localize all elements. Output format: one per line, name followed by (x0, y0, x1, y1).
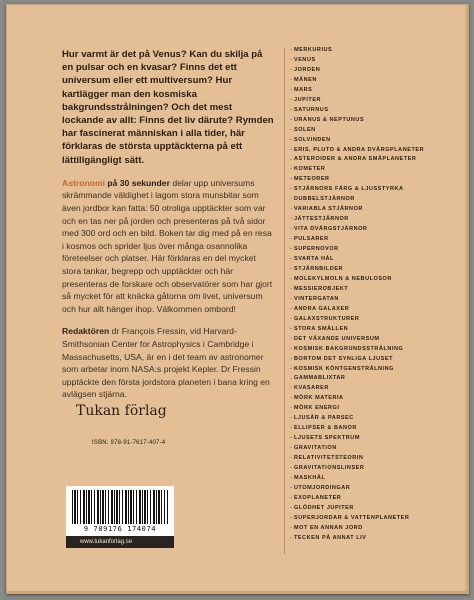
contents-item (286, 265, 424, 275)
contents-item-label: SATURNUS (294, 106, 329, 113)
contents-tick (290, 537, 292, 538)
cover-edge (465, 4, 469, 594)
contents-item-label: KOSMISK BAKGRUNDSSTRÅLNING (294, 345, 404, 352)
contents-item (286, 514, 424, 524)
contents-item-label: MESSIEROBJEKT (294, 285, 349, 292)
contents-item-label: ASTEROIDER & ANDRA SMÅPLANETER (294, 156, 417, 163)
contents-item-label: EXOPLANETER (294, 494, 342, 501)
contents-tick (290, 487, 292, 488)
contents-tick (290, 368, 292, 369)
contents-tick (290, 188, 292, 189)
contents-item-label: GRAVITATION (294, 445, 337, 452)
contents-tick (290, 79, 292, 80)
contents-item (286, 275, 424, 285)
contents-item (286, 46, 424, 56)
contents-item-label: SOLEN (294, 126, 316, 133)
contents-item (286, 245, 424, 255)
isbn-label: ISBN: 978-91-7617-407-4 (92, 440, 166, 446)
contents-item-label: MARS (294, 86, 313, 93)
contents-item-label: VENUS (294, 56, 316, 63)
contents-tick (290, 497, 292, 498)
contents-tick (290, 59, 292, 60)
contents-tick (290, 99, 292, 100)
contents-item (286, 374, 424, 384)
contents-tick (290, 238, 292, 239)
contents-tick (290, 447, 292, 448)
contents-item (286, 126, 424, 136)
contents-tick (290, 527, 292, 528)
contents-tick (290, 318, 292, 319)
contents-item-label: MÖRK MATERIA (294, 395, 344, 402)
editor-paragraph (62, 325, 274, 401)
contents-item-label: LJUSÅR & PARSEC (294, 415, 354, 422)
contents-item (286, 305, 424, 315)
contents-item (286, 295, 424, 305)
contents-tick (290, 467, 292, 468)
contents-item (286, 235, 424, 245)
contents-tick (290, 168, 292, 169)
contents-item (286, 504, 424, 514)
contents-item (286, 434, 424, 444)
contents-item (286, 464, 424, 474)
contents-tick (290, 298, 292, 299)
contents-tick (290, 338, 292, 339)
series-brand-suffix: på 30 sekunder (107, 177, 170, 188)
contents-item-label: MÅNEN (294, 76, 317, 83)
contents-item-label: RELATIVITETSTEORIN (294, 455, 364, 462)
barcode (66, 486, 174, 536)
contents-item (286, 116, 424, 126)
contents-item-label: GRAVITATIONSLINSER (294, 465, 365, 472)
website-strip: www.tukanforlag.se (66, 536, 174, 548)
contents-tick (290, 178, 292, 179)
book-back-cover (6, 4, 469, 594)
contents-item-label: KVASARER (294, 385, 329, 392)
blurb-column (62, 48, 274, 411)
contents-item (286, 195, 424, 205)
contents-item (286, 255, 424, 265)
contents-item-label: UTOMJORDINGAR (294, 484, 351, 491)
contents-item-label: METEORER (294, 176, 330, 183)
contents-item-label: TECKEN PÅ ANNAT LIV (294, 534, 367, 541)
contents-item (286, 534, 424, 544)
contents-item-label: DUBBELSTJÄRNOR (294, 196, 355, 203)
contents-item-label: VARIABLA STJÄRNOR (294, 206, 363, 213)
contents-tick (290, 149, 292, 150)
contents-tick (290, 358, 292, 359)
contents-item-label: MOT EN ANNAN JORD (294, 524, 363, 531)
contents-item (286, 474, 424, 484)
contents-item (286, 404, 424, 414)
contents-item-label: VINTERGATAN (294, 295, 339, 302)
contents-item-label: PULSARER (294, 236, 329, 243)
contents-item-label: URANUS & NEPTUNUS (294, 116, 365, 123)
contents-tick (290, 517, 292, 518)
barcode-number: 9 789176 174074 (83, 525, 157, 533)
contents-item (286, 325, 424, 335)
contents-item (286, 76, 424, 86)
contents-item-label: GLÖDHET JUPITER (294, 504, 354, 511)
contents-item (286, 136, 424, 146)
contents-item (286, 215, 424, 225)
contents-item (286, 365, 424, 375)
contents-tick (290, 69, 292, 70)
contents-item-label: VITA DVÄRGSTJÄRNOR (294, 226, 368, 233)
contents-tick (290, 477, 292, 478)
contents-item (286, 444, 424, 454)
contents-tick (290, 437, 292, 438)
contents-item-label: LJUSETS SPEKTRUM (294, 435, 360, 442)
contents-tick (290, 119, 292, 120)
contents-item (286, 335, 424, 345)
description-text: delar upp universums skrämmande väldighet i lagom stora munsbitar som även jordbor kan fatta: 50 otroliga upptäckter som var och en tas ner på jorden och presenteras på två sidor med 300 ord och en bild. Boken tar dig med på en resa i kosmos och sprider ljus över många osannolika företeelser och platser. Här förklaras en del mycket stora tankar, begrepp och upptäckter och här presenteras de forskare och observatörer som har gjort så mycket för att knäcka gåtorna om livet, universum och hur allt hänger ihop. Välkommen ombord! (62, 177, 273, 314)
editor-heading: Redaktören (62, 326, 110, 337)
contents-item (286, 175, 424, 185)
contents-tick (290, 288, 292, 289)
contents-item (286, 454, 424, 464)
contents-tick (290, 417, 292, 418)
cover-bottom-edge (6, 591, 469, 594)
contents-tick (290, 208, 292, 209)
contents-item (286, 315, 424, 325)
contents-item-label: SUPERJORDAR & VATTENPLANETER (294, 514, 410, 521)
contents-tick (290, 397, 292, 398)
contents-item-label: ELLIPSER & BANOR (294, 425, 357, 432)
series-brand: Astronomi (62, 177, 105, 188)
contents-tick (290, 328, 292, 329)
contents-item (286, 414, 424, 424)
contents-item (286, 494, 424, 504)
contents-tick (290, 129, 292, 130)
contents-item (286, 146, 424, 156)
contents-item-label: GALAXSTRUKTURER (294, 315, 360, 322)
contents-item (286, 185, 424, 195)
contents-item (286, 155, 424, 165)
column-divider (284, 48, 285, 554)
contents-tick (290, 308, 292, 309)
contents-item (286, 165, 424, 175)
contents-item-label: STJÄRNBILDER (294, 265, 344, 272)
contents-item-label: SUPERNOVOR (294, 246, 339, 253)
contents-tick (290, 198, 292, 199)
contents-tick (290, 49, 292, 50)
contents-item (286, 225, 424, 235)
contents-item-label: MERKURIUS (294, 47, 333, 53)
barcode-bars (72, 490, 168, 524)
contents-tick (290, 278, 292, 279)
contents-item-label: ANDRA GALAXER (294, 305, 350, 312)
contents-tick (290, 348, 292, 349)
contents-item (286, 355, 424, 365)
editor-text: dr François Fressin, vid Harvard-Smithsonian Center for Astrophysics i Cambridge i Massachusetts, USA, är en i det team av astronomer som arbetar inom NASA:s projekt Kepler. Dr Fressin upptäckte den första jordstora planeten i bana kring en avlägsen stjärna. (62, 326, 270, 400)
contents-item-label: MASKHÅL (294, 474, 326, 481)
contents-item (286, 66, 424, 76)
contents-item-label: KOSMISK KÖNTGENSTRÅLNING (294, 365, 394, 372)
contents-item (286, 106, 424, 116)
contents-tick (290, 457, 292, 458)
contents-tick (290, 387, 292, 388)
contents-item (286, 384, 424, 394)
contents-item-label: MOLEKYLMOLN & NEBULOSOR (294, 275, 392, 282)
contents-item-label: KOMETER (294, 166, 326, 173)
contents-tick (290, 218, 292, 219)
contents-tick (290, 378, 292, 379)
contents-item-label: JORDEN (294, 66, 321, 73)
contents-item (286, 394, 424, 404)
contents-tick (290, 507, 292, 508)
contents-item-label: ERIS, PLUTO & ANDRA DVÄRGPLANETER (294, 146, 425, 153)
contents-item-label: JUPITER (294, 96, 322, 103)
contents-item (286, 205, 424, 215)
contents-item (286, 424, 424, 434)
contents-tick (290, 268, 292, 269)
contents-item-label: GAMMABLIXTAR (294, 375, 346, 382)
contents-item (286, 285, 424, 295)
contents-tick (290, 89, 292, 90)
contents-list (286, 46, 424, 544)
contents-item (286, 484, 424, 494)
contents-item-label: STJÄRNORS FÄRG & LJUSSTYRKA (294, 186, 404, 193)
contents-item (286, 86, 424, 96)
contents-item-label: STORA SMÄLLEN (294, 325, 349, 332)
contents-tick (290, 139, 292, 140)
contents-item-label: MÖRK ENERGI (294, 405, 340, 412)
contents-tick (290, 407, 292, 408)
contents-item (286, 524, 424, 534)
contents-tick (290, 159, 292, 160)
contents-item-label: JÄTTESTJÄRNOR (294, 216, 349, 223)
contents-item-label: SVARTA HÅL (294, 256, 334, 263)
intro-paragraph: Hur varmt är det på Venus? Kan du skilja på en pulsar och en kvasar? Finns det ett universum eller ett multiversum? Hur kartlägger man den kosmiska bakgrundsstrålningen? Och det mest lockande av allt: Finns det liv därute? Rymden har fascinerat människan i alla tider, här förklaras de största upptäckterna på ett lättillgängligt sätt. (62, 49, 274, 166)
contents-item-label: BORTOM DET SYNLIGA LJUSET (294, 355, 394, 362)
contents-tick (290, 248, 292, 249)
contents-tick (290, 109, 292, 110)
contents-tick (290, 228, 292, 229)
contents-item (286, 345, 424, 355)
contents-item-label: SOLVINDEN (294, 136, 331, 143)
contents-item-label: DET VÄXANDE UNIVERSUM (294, 335, 380, 342)
description-paragraph (62, 177, 274, 316)
publisher-logo: Tukan förlag (76, 403, 167, 419)
contents-item (286, 96, 424, 106)
contents-tick (290, 258, 292, 259)
contents-tick (290, 427, 292, 428)
contents-item (286, 56, 424, 66)
